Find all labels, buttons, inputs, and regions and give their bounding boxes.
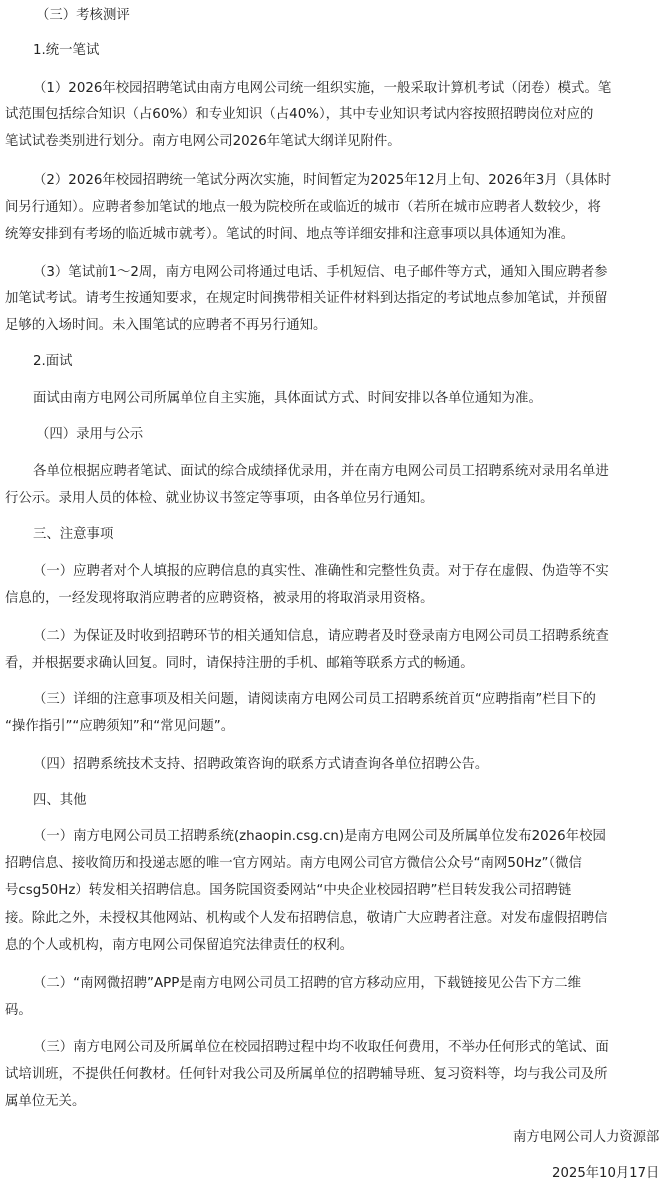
paragraph-other-1-line-3: 号csg50Hz）转发相关招聘信息。国务院国资委网站“中央企业校园招聘”栏目转发我公司招聘链	[5, 883, 572, 898]
paragraph-other-3-line-1: （三）南方电网公司及所属单位在校园招聘过程中均不收取任何费用，不举办任何形式的笔试、面	[33, 1040, 609, 1055]
paragraph-written-exam-1-line-3: 笔试试卷类别进行划分。南方电网公司2026年笔试大纲详见附件。	[5, 134, 401, 149]
paragraph-other-1-line-4: 接。除此之外，未授权其他网站、机构或个人发布招聘信息，敬请广大应聘者注意。对发布虚假招聘信	[5, 911, 608, 926]
paragraph-notes-2-line-1: （二）为保证及时收到招聘环节的相关通知信息，请应聘者及时登录南方电网公司员工招聘系统查	[33, 629, 609, 644]
paragraph-notes-1-line-2: 信息的，一经发现将取消应聘者的应聘资格，被录用的将取消录用资格。	[5, 591, 434, 606]
section-heading-hiring: （四）录用与公示	[36, 427, 144, 442]
paragraph-other-2-line-2: 码。	[5, 1003, 32, 1018]
subheading-interview: 2.面试	[33, 354, 73, 369]
paragraph-written-exam-2-line-1: （2）2026年校园招聘统一笔试分两次实施，时间暂定为2025年12月上旬、2026年3月（具体时	[33, 173, 612, 188]
paragraph-written-exam-1-line-2: 试范围包括综合知识（占60%）和专业知识（占40%），其中专业知识考试内容按照招聘岗位对应的	[5, 107, 594, 122]
section-heading-other: 四、其他	[33, 793, 87, 808]
paragraph-hiring-line-2: 行公示。录用人员的体检、就业协议书签定等事项，由各单位另行通知。	[5, 491, 434, 506]
paragraph-notes-4: （四）招聘系统技术支持、招聘政策咨询的联系方式请查询各单位招聘公告。	[33, 757, 489, 772]
paragraph-written-exam-3-line-1: （3）笔试前1～2周，南方电网公司将通过电话、手机短信、电子邮件等方式，通知入围应聘者参	[33, 265, 608, 280]
paragraph-written-exam-2-line-3: 统筹安排到有考场的临近城市就考）。笔试的时间、地点等详细安排和注意事项以具体通知为准。	[5, 227, 575, 242]
paragraph-notes-2-line-2: 看，并根据要求确认回复。同时，请保持注册的手机、邮箱等联系方式的畅通。	[5, 656, 474, 671]
paragraph-other-1-line-2: 招聘信息、接收简历和投递志愿的唯一官方网站。南方电网公司官方微信公众号“南网50Hz”（微信	[5, 856, 582, 871]
paragraph-written-exam-3-line-3: 足够的入场时间。未入围笔试的应聘者不再另行通知。	[5, 318, 327, 333]
paragraph-other-2-line-1: （二）“南网微招聘”APP是南方电网公司员工招聘的官方移动应用，下载链接见公告下方二维	[33, 976, 582, 991]
paragraph-written-exam-3-line-2: 加笔试考试。请考生按通知要求，在规定时间携带相关证件材料到达指定的考试地点参加笔试，并预留	[5, 291, 608, 306]
paragraph-hiring-line-1: 各单位根据应聘者笔试、面试的综合成绩择优录用，并在南方电网公司员工招聘系统对录用名单进	[33, 464, 609, 479]
paragraph-written-exam-1-line-1: （1）2026年校园招聘笔试由南方电网公司统一组织实施，一般采取计算机考试（闭卷）模式。笔	[33, 81, 612, 96]
paragraph-other-3-line-2: 试培训班，不提供任何教材。任何针对我公司及所属单位的招聘辅导班、复习资料等，均与我公司及所	[5, 1067, 608, 1082]
signature-issuer: 南方电网公司人力资源部	[512, 1130, 659, 1145]
paragraph-notes-3-line-2: “操作指引”“应聘须知”和“常见问题”。	[5, 719, 235, 734]
paragraph-interview: 面试由南方电网公司所属单位自主实施，具体面试方式、时间安排以各单位通知为准。	[33, 391, 542, 406]
paragraph-notes-1-line-1: （一）应聘者对个人填报的应聘信息的真实性、准确性和完整性负责。对于存在虚假、伪造等不实	[33, 564, 609, 579]
section-heading-assessment: （三）考核测评	[36, 8, 130, 23]
paragraph-written-exam-2-line-2: 间另行通知）。应聘者参加笔试的地点一般为院校所在或临近的城市（若所在城市应聘者人数较少，将	[5, 200, 601, 215]
signature-date: 2025年10月17日	[551, 1166, 659, 1181]
paragraph-other-1-line-5: 息的个人或机构，南方电网公司保留追究法律责任的权利。	[5, 938, 354, 953]
subheading-written-exam: 1.统一笔试	[33, 43, 100, 58]
paragraph-other-3-line-3: 属单位无关。	[5, 1094, 86, 1109]
paragraph-other-1-line-1: （一）南方电网公司员工招聘系统(zhaopin.csg.cn)是南方电网公司及所属单位发布2026年校园	[33, 829, 606, 844]
section-heading-notes: 三、注意事项	[33, 527, 114, 542]
paragraph-notes-3-line-1: （三）详细的注意事项及相关问题，请阅读南方电网公司员工招聘系统首页“应聘指南”栏目下的	[33, 692, 596, 707]
